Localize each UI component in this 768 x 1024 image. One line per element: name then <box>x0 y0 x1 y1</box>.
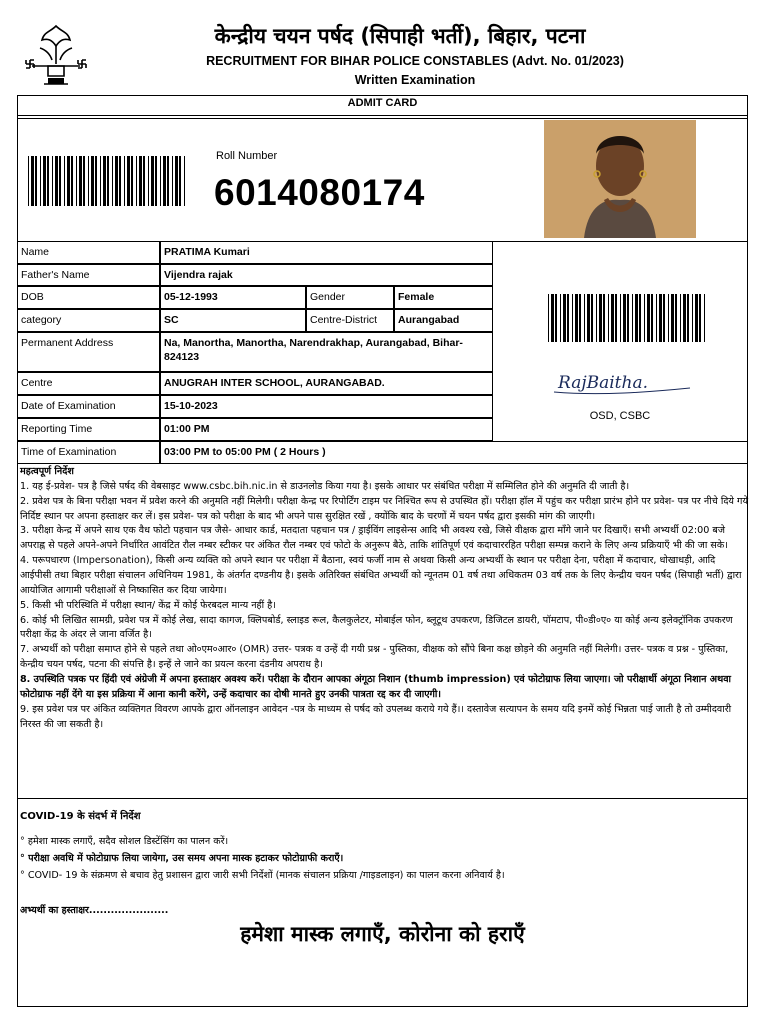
barcode-bar <box>644 294 645 342</box>
barcode-bar <box>663 294 665 342</box>
instruction-item: 2. प्रवेश पत्र के बिना परीक्षा भवन में प्रवेश करने की अनुमति नहीं मिलेगी। परीक्षा केन्द्र पर रिपोर्टिंग टाइम पर निश्चित रूप से उपस्थित हों। परीक्षा हॉल में पहुंच कर परीक्षा प्रारंभ होने पर प्रवेश- पत्र पर नीचे दिये गये निर्दिष्ट स्थान पर अपना हस्ताक्षर कर लें। इस प्रवेश- पत्र को परीक्षा के बाद भी अपने पास सुरक्षित रखें , क्योंकि बाद के चरणों में चयन पर्षद द्वारा इसकी मांग की जाएगी। <box>20 495 749 522</box>
barcode-bar <box>611 294 614 342</box>
barcode-bar <box>555 294 557 342</box>
barcode-bar <box>107 156 109 206</box>
barcode-bar <box>699 294 701 342</box>
barcode-bar <box>671 294 674 342</box>
name-value: PRATIMA Kumari <box>160 241 493 264</box>
barcode-bar <box>52 156 53 206</box>
covid-instructions <box>20 834 748 884</box>
barcode-bar <box>59 156 61 206</box>
barcode-bar <box>35 156 37 206</box>
barcode-bar <box>635 294 638 342</box>
barcode-bar <box>587 294 590 342</box>
barcode-bar <box>100 156 101 206</box>
barcode-bar <box>567 294 569 342</box>
roll-number: 6014080174 <box>214 172 425 213</box>
candidate-signature-label: अभ्यर्थी का हस्ताक्षर...................... <box>20 905 169 916</box>
barcode-bar <box>668 294 669 342</box>
instruction-item: 1. यह ई-प्रवेश- पत्र है जिसे पर्षद की वेबसाइट www.csbc.bih.nic.in से डाउनलोड किया गया है। इसके आधार पर संबंधित परीक्षा में सम्मिलित होने की अनुमति दी जाती है। <box>20 480 630 492</box>
barcode-bar <box>651 294 653 342</box>
barcode-bar <box>148 156 149 206</box>
barcode-bar <box>572 294 573 342</box>
barcode-bar <box>596 294 597 342</box>
bihar-emblem-icon <box>20 20 92 92</box>
barcode-bar <box>563 294 566 342</box>
barcode-bar <box>591 294 593 342</box>
barcode-bar <box>151 156 154 206</box>
barcode-bar <box>579 294 581 342</box>
barcode-bar <box>695 294 698 342</box>
exam-type: Written Examination <box>354 73 476 87</box>
barcode-bar <box>675 294 677 342</box>
barcode-bar <box>31 156 34 206</box>
instruction-item: 9. इस प्रवेश पत्र पर अंकित व्यक्तिगत विवरण आपके द्वारा ऑनलाइन आवेदन -पत्र के माध्यम से पर्षद को उपलब्ध कराये गये हैं।। दस्तावेज सत्यापन के समय यदि इनमें कोई भिन्नता पाई जाती है तो उम्मीदवारी निरस्त की जा सकती है। <box>20 703 732 730</box>
exam-date-value: 15-10-2023 <box>160 395 493 418</box>
candidate-barcode <box>548 294 708 342</box>
barcode-bar <box>608 294 609 342</box>
barcode-bar <box>687 294 689 342</box>
barcode-bar <box>623 294 626 342</box>
instructions-title: महत्वपूर्ण निर्देश <box>20 466 74 477</box>
barcode-bar <box>560 294 561 342</box>
gender-label: Gender <box>306 286 394 309</box>
exam-time-value: 03:00 PM to 05:00 PM ( 2 Hours ) <box>160 441 748 464</box>
barcode-bar <box>639 294 641 342</box>
exam-time-label: Time of Examination <box>17 441 160 464</box>
barcode-bar <box>584 294 585 342</box>
gender-value: Female <box>394 286 493 309</box>
barcode-bar <box>136 156 137 206</box>
osd-designation: OSD, CSBC <box>589 410 651 422</box>
barcode-bar <box>548 294 549 342</box>
signature-text: RajBaitha. <box>558 373 648 393</box>
covid-item: ° हमेशा मास्क लगाएँ, सदैव सोशल डिस्टेंसिंग का पालन करें। <box>20 836 229 847</box>
candidate-photo <box>544 120 696 238</box>
barcode-bar <box>620 294 621 342</box>
covid-item: ° COVID- 19 के संक्रमण से बचाव हेतु प्रशासन द्वारा जारी सभी निर्देशों (मानक संचालन प्रक्रिया /गाइडलाइन) का पालन करना अनिवार्य है। <box>20 869 505 881</box>
barcode-bar <box>167 156 169 206</box>
barcode-bar <box>692 294 693 342</box>
centre-value: ANUGRAH INTER SCHOOL, AURANGABAD. <box>160 372 493 395</box>
footer-slogan: हमेशा मास्क लगाएँ, कोरोना को हराएँ <box>240 922 525 946</box>
barcode-bar <box>647 294 650 342</box>
barcode-bar <box>88 156 89 206</box>
barcode-bar <box>55 156 58 206</box>
centre-district-label: Centre-District <box>306 309 394 332</box>
barcode-bar <box>47 156 49 206</box>
barcode-bar <box>95 156 97 206</box>
barcode-bar <box>115 156 118 206</box>
barcode-bar <box>683 294 686 342</box>
barcode-bar <box>551 294 554 342</box>
barcode-bar <box>83 156 85 206</box>
barcode-bar <box>43 156 46 206</box>
barcode-bar <box>79 156 82 206</box>
address-value: Na, Manortha, Manortha, Narendrakhap, Aurangabad, Bihar-824123 <box>160 332 493 372</box>
father-name-value: Vijendra rajak <box>160 264 493 286</box>
barcode-bar <box>76 156 77 206</box>
dob-label: DOB <box>17 286 160 309</box>
barcode-bar <box>599 294 602 342</box>
header-title-english: RECRUITMENT FOR BIHAR POLICE CONSTABLES (Advt. No. 01/2023) <box>206 54 624 68</box>
barcode-bar <box>71 156 73 206</box>
barcode-bar <box>179 156 181 206</box>
address-label: Permanent Address <box>17 332 160 372</box>
centre-label: Centre <box>17 372 160 395</box>
barcode-bar <box>163 156 166 206</box>
barcode-bar <box>627 294 629 342</box>
instruction-item: 4. परूपधारण (Impersonation), किसी अन्य व्यक्ति को अपने स्थान पर परीक्षा में बैठाना, स्वयं फर्जी नाम से अथवा किसी अन्य अभ्यर्थी के स्थान पर परीक्षा देना, परीक्षा में कदाचार, धोखाधड़ी, आदि आईपीसी तथा बिहार परीक्षा संचालन अधिनियम 1981, के अंतर्गत दण्डनीय है। इसके अतिरिक्त संबंधित अभ्यर्थी को न्यूनतम 01 वर्ष तथा अधिकतम 03 वर्ष तक के लिए केन्द्रीय चयन पर्षद (सिपाही भर्ती) द्वारा आयोजित आगामी परीक्षाओं से निष्कासित कर दिया जायेगा। <box>20 555 742 596</box>
father-name-label: Father's Name <box>17 264 160 286</box>
admit-card-label: ADMIT CARD <box>347 97 418 109</box>
instruction-item: 8. उपस्थिति पत्रक पर हिंदी एवं अंग्रेजी में अपना हस्ताक्षर अवश्य करें। परीक्षा के दौरान आपका अंगूठा निशान (thumb impression) एवं फोटोग्राफ लिया जाएगा। जो परीक्षार्थी अंगूठा निशान अथवा फोटोग्राफ नहीं देंगे या इस प्रक्रिया में आना कानी करेंगे, उन्हें कदाचार का दोषी मानते हुए उनकी पात्रता रद्द कर दी जाएगी। <box>20 674 732 700</box>
barcode-bar <box>91 156 94 206</box>
barcode-bar <box>103 156 106 206</box>
barcode-bar <box>172 156 173 206</box>
exam-date-label: Date of Examination <box>17 395 160 418</box>
barcode-bar <box>160 156 161 206</box>
centre-district-value: Aurangabad <box>394 309 493 332</box>
barcode-bar <box>119 156 121 206</box>
covid-title: COVID-19 के संदर्भ में निर्देश <box>20 811 141 822</box>
barcode-bar <box>704 294 705 342</box>
barcode-bar <box>659 294 662 342</box>
barcode-bar <box>131 156 133 206</box>
barcode-bar <box>603 294 605 342</box>
barcode-bar <box>40 156 41 206</box>
barcode-bar <box>143 156 145 206</box>
reporting-time-label: Reporting Time <box>17 418 160 441</box>
covid-item: ° परीक्षा अवधि में फोटोग्राफ लिया जायेगा, उस समय अपना मास्क हटाकर फोटोग्राफी कराएँ। <box>20 852 344 864</box>
roll-barcode <box>28 156 188 206</box>
barcode-bar <box>680 294 681 342</box>
barcode-bar <box>575 294 578 342</box>
barcode-bar <box>67 156 70 206</box>
dob-value: 05-12-1993 <box>160 286 306 309</box>
category-label: category <box>17 309 160 332</box>
important-instructions <box>20 465 748 732</box>
reporting-time-value: 01:00 PM <box>160 418 493 441</box>
barcode-bar <box>615 294 617 342</box>
barcode-bar <box>124 156 125 206</box>
name-label: Name <box>17 241 160 264</box>
divider <box>17 118 748 119</box>
category-value: SC <box>160 309 306 332</box>
osd-signature <box>540 362 700 402</box>
barcode-bar <box>656 294 657 342</box>
instruction-item: 7. अभ्यर्थी को परीक्षा समाप्त होने से पहले तथा ओ०एम०आर० (OMR) उत्तर- पत्रक व उन्हें दी गयी प्रश्न - पुस्तिका, वीक्षक को सौंपे बिना कक्ष छोड़ने की अनुमति नहीं मिलेगी। उत्तर- पत्रक व प्रश्न - पुस्तिका, केन्द्रीय चयन पर्षद, पटना की संपत्ति है। इन्हें ले जाने का प्रयत्न करना दंडनीय अपराध है। <box>20 644 729 671</box>
instruction-item: 6. कोई भी लिखित सामग्री, प्रवेश पत्र में कोई लेख, सादा कागज, क्लिपबोर्ड, स्लाइड रूल, कैलकुलेटर, मोबाईल फोन, ब्लूटूथ उपकरण, डिजिटल डायरी, पॉमटाप, पी०डी०ए० या कोई अन्य इलेक्ट्रॉनिक उपकरण परीक्षा केंद्र के अंदर ले जाना वर्जित है। <box>20 614 733 641</box>
barcode-bar <box>184 156 185 206</box>
barcode-bar <box>127 156 130 206</box>
barcode-bar <box>64 156 65 206</box>
barcode-bar <box>112 156 113 206</box>
divider <box>17 115 748 116</box>
barcode-bar <box>28 156 29 206</box>
barcode-bar <box>155 156 157 206</box>
roll-number-label: Roll Number <box>216 150 278 162</box>
divider <box>17 798 748 799</box>
instruction-item: 5. किसी भी परिस्थिति में परीक्षा स्थान/ केंद्र में कोई फेरबदल मान्य नहीं है। <box>20 599 276 611</box>
instruction-item: 3. परीक्षा केन्द्र में अपने साथ एक वैध फोटो पहचान पत्र जैसे- आधार कार्ड, मतदाता पहचान पत्र / ड्राईविंग लाइसेन्स आदि भी अवश्य रखे, जिसे वीक्षक द्वारा माँगे जाने पर दिखाएँ। सभी अभ्यर्थी 02:00 बजे अपराह्न से पहले अपने-अपने निर्धारित आवंटित रौल नम्बर स्टीकर पर अंकित रौल नम्बर एवं फोटो के अनुरूप बैठे, ताकि शांतिपूर्ण एवं कदाचाररहित परीक्षा सम्पन्न कराने के लिए अन्य प्रक्रियाएँ भी की जा सके। <box>20 525 728 552</box>
header-title-hindi: केन्द्रीय चयन पर्षद (सिपाही भर्ती), बिहार, पटना <box>214 24 586 48</box>
barcode-bar <box>632 294 633 342</box>
barcode-bar <box>175 156 178 206</box>
barcode-bar <box>139 156 142 206</box>
